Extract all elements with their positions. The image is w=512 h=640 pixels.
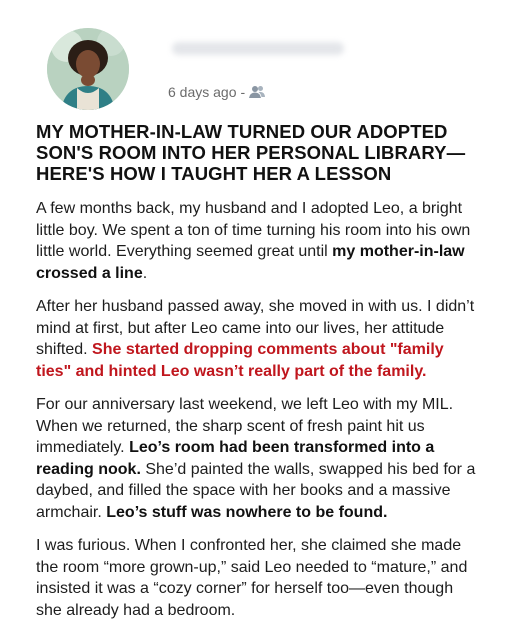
meta-separator: - bbox=[240, 84, 246, 100]
author-name-blurred[interactable] bbox=[172, 42, 344, 55]
avatar-photo bbox=[47, 28, 129, 110]
bold-phrase: Leo’s room had been transformed into a reading nook. bbox=[36, 439, 435, 478]
post-header bbox=[0, 0, 512, 118]
story-paragraph-4 bbox=[36, 535, 482, 621]
paragraph-text: She’d painted the walls, swapped his bed for a daybed, and filled the space with her books and a massive armchair. bbox=[36, 460, 476, 521]
story-paragraph-1 bbox=[36, 198, 482, 284]
author-avatar[interactable] bbox=[47, 28, 129, 110]
paragraph-text: . bbox=[142, 264, 148, 282]
paragraph-text: After her husband passed away, she moved in with us. I didn’t mind at first, but after Leo came into our lives, her attitude shifted. bbox=[36, 298, 475, 358]
bold-phrase: my mother-in-law crossed a line bbox=[36, 243, 465, 282]
story-paragraph-3 bbox=[36, 394, 482, 523]
post-timestamp[interactable]: 6 days ago bbox=[168, 84, 237, 100]
paragraph-text: I was furious. When I confronted her, she claimed she made the room “more grown-up,” said Leo needed to “mature,” and insisted it was a “cozy corner” for herself too—even though she already had a bedroom. bbox=[36, 537, 468, 619]
paragraph-text: For our anniversary last weekend, we left Leo with my MIL. When we returned, the sharp scent of fresh paint hit us immediately. bbox=[36, 396, 454, 456]
story-title: MY MOTHER-IN-LAW TURNED OUR ADOPTED SON'S ROOM INTO HER PERSONAL LIBRARY—HERE'S HOW I TAUGHT HER A LESSON bbox=[36, 121, 466, 184]
story-paragraph-2 bbox=[36, 296, 482, 382]
post-meta bbox=[168, 84, 265, 100]
highlighted-phrase: She started dropping comments about "family ties" and hinted Leo wasn’t really part of the family. bbox=[36, 341, 444, 380]
story-body bbox=[36, 198, 482, 633]
paragraph-text: A few months back, my husband and I adopted Leo, a bright little boy. We spent a ton of time turning his room into his own little world. Everything seemed great until bbox=[36, 200, 471, 260]
friends-icon[interactable] bbox=[249, 85, 265, 99]
bold-phrase: Leo’s stuff was nowhere to be found. bbox=[106, 503, 388, 521]
